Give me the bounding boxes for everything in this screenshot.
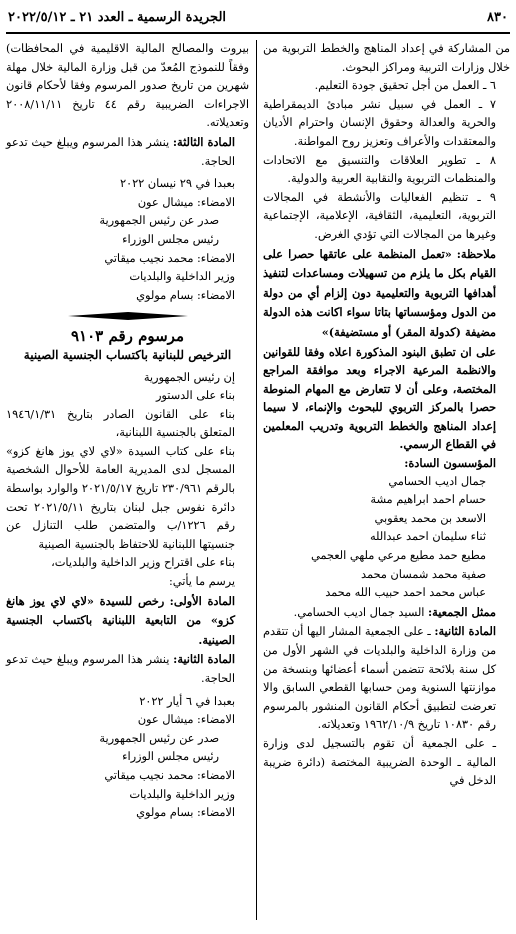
article-label: المادة الأولى:: [169, 593, 235, 608]
founders-label: المؤسسون السادة:: [404, 456, 496, 471]
signature-line: الامضاء: محمد نجيب ميقاتي: [104, 768, 235, 782]
gazette-title: الجريدة الرسمية ـ العدد ٢١ ـ ٢٠٢٢/٥/١٢: [8, 10, 227, 25]
article-label: المادة الثانية:: [173, 652, 235, 667]
title-line: وزير الداخلية والبلديات: [129, 787, 235, 801]
article-label: المادة الثانية:: [434, 624, 496, 639]
article-1: [6, 592, 249, 651]
preamble-line: إن رئيس الجمهورية: [143, 370, 235, 384]
title-line: وزير الداخلية والبلديات: [129, 270, 235, 284]
paragraph: على ان تطبق البنود المذكورة اعلاه وفقا للقوانين والانظمة المرعية الاجراء وبعد موافقة المراجع المختصة، وعلى أن لا تتعارض مع المهام المنوطة حصرا بالمركز التربوي للبحوث والإنماء، لا سيما إعداد المناهج والخطط التربوية وتدريب المعلمين في القطاع الرسمي.: [263, 344, 496, 452]
decrees-line: يرسم ما يأتي:: [169, 575, 235, 589]
issued-by-line: صدر عن رئيس الجمهورية: [99, 731, 219, 745]
column-divider: [256, 40, 257, 920]
article-2: [263, 622, 510, 735]
note-text: «تعمل المنظمة على عاتقها حصرا على القيام بكل ما يلزم من تسهيلات ومساعدات لتنفيذ أهدافها التربوية والتعليمية دون إلزام أي من دولة من الدول ومؤسساتها بتاتا سواء اكانت هذه الدولة مضيفة (كدولة المقر) أو مستضيفة)»: [263, 246, 496, 339]
article-text: ينشر هذا المرسوم ويبلغ حيث تدعو الحاجة.: [6, 135, 235, 168]
paragraph: بيروت والمصالح المالية الاقليمية في المحافظات) وفقاً للنموذج المُعدّ من قبل وزارة المالية خلال مهلة شهرين من تاريخ صدور المرسوم وفقا لأحكام قانون الاجراءات الضريبية رقم ٤٤ تاريخ ٢٠٠٨/١١/١١ وتعديلاته.: [6, 42, 249, 130]
left-column: [6, 40, 249, 823]
founder-item: صفية محمد شمسان محمد: [361, 567, 486, 581]
article-label: المادة الثالثة:: [172, 134, 235, 149]
preamble-line: بناء على كتاب السيدة «لاي لاي يوز هانغ كزو» المسجل لدى المديرية العامة للأحوال الشخصية بالرقم ٢٣٠/٩٦١ تاريخ ٢٠٢١/٥/١٧ والوارد بواسطة دائرة نفوس جبل لبنان بتاريخ ٢٠٢١/٥/١١ تحت رقم ١٢٢٦/ب والمتضمن طلب التنازل عن جنسيتها اللبنانية للاحتفاظ بالجنسية الصينية: [6, 444, 235, 551]
note: [263, 245, 510, 343]
page-header: [6, 6, 510, 34]
signature-line: الامضاء: محمد نجيب ميقاتي: [104, 251, 235, 265]
founder-item: عباس محمد احمد حبيب الله محمد: [325, 586, 486, 600]
article-3: [6, 133, 249, 171]
paragraph: ٦ ـ العمل من أجل تحقيق جودة التعليم.: [314, 79, 496, 93]
page-number: ٨٣٠: [487, 10, 508, 25]
section-divider: [6, 311, 249, 321]
article-text: ينشر هذا المرسوم ويبلغ حيث تدعو الحاجة.: [6, 653, 235, 685]
signature-line: الامضاء: بسام مولوي: [136, 806, 235, 820]
representative: [263, 603, 510, 623]
paragraph: ٩ ـ تنظيم الفعاليات والأنشطة في المجالات التربوية، التعليمية، الثقافية، الإعلامية، الإجتماعية وغيرها من المجالات التي تؤدي الغرض.: [263, 190, 496, 241]
article-2: [6, 650, 249, 688]
paragraph: ٧ ـ العمل في سبيل نشر مبادئ الديمقراطية والحرية والعدالة وحقوق الإنسان واحترام الأديان والمعتقدات والأعراف وتعزيز روح المواطنة.: [263, 97, 496, 148]
article-text: رخص للسيدة «لاي لاي يوز هانغ كزو» من التابعية اللبنانية باكتساب الجنسية الصينية.: [6, 593, 235, 647]
founder-item: الاسعد بن محمد يعقوبي: [374, 511, 486, 525]
title-line: رئيس مجلس الوزراء: [122, 750, 219, 764]
signature-line: الامضاء: بسام مولوي: [136, 288, 235, 302]
note-label: ملاحظة:: [456, 246, 496, 261]
founder-item: جمال اديب الحسامي: [388, 474, 486, 488]
date-line: بعبدا في ٢٩ نيسان ٢٠٢٢: [119, 177, 235, 191]
title-line: رئيس مجلس الوزراء: [122, 232, 219, 246]
founder-item: حسام احمد ابراهيم مشة: [370, 493, 486, 507]
paragraph: من المشاركة في إعداد المناهج والخطط التربوية من خلال وزارات التربية ومراكز البحوث.: [263, 42, 510, 74]
paragraph: ٨ ـ تطوير العلاقات والتنسيق مع الاتحادات والمنظمات التربوية والنقابية العربية والدولية.: [263, 153, 496, 186]
founder-item: ثناء سليمان احمد عبدالله: [369, 530, 486, 544]
paragraph: ـ على الجمعية أن تقوم بالتسجيل لدى وزارة المالية ـ الوحدة الضريبية المختصة (دائرة ضريبة الدخل في: [263, 736, 496, 788]
representative-label: ممثل الجمعية:: [428, 604, 496, 619]
date-line: بعبدا في ٦ أيار ٢٠٢٢: [139, 694, 235, 708]
issued-by-line: صدر عن رئيس الجمهورية: [99, 214, 219, 228]
signature-line: الامضاء: ميشال عون: [137, 713, 235, 727]
founder-item: مطيع حمد مطيع مرعي ملهي العجمي: [310, 549, 486, 563]
decree-title: الترخيص للبنانية باكتساب الجنسية الصينية: [23, 347, 232, 362]
divider-ornament-icon: [68, 311, 188, 321]
decree-number: مرسوم رقم ٩١٠٣: [71, 327, 184, 346]
preamble-line: بناء على الدستور: [155, 389, 235, 403]
right-column: [263, 40, 510, 791]
preamble-line: بناء على اقتراح وزير الداخلية والبلديات،: [51, 556, 235, 570]
representative-name: السيد جمال اديب الحسامي.: [293, 605, 425, 619]
article-text: ـ على الجمعية المشار اليها أن تتقدم من وزارة الداخلية والبلديات في الشهر الأول من كل سنة بلائحة تتضمن أسماء أعضائها وبنسخة من موازنتها السنوية ومن حسابها القطعي السابق والا تعرضت لتطبيق أحكام القانون المنشور بالمرسوم رقم ١٠٨٣٠ تاريخ ١٩٦٢/١٠/٩ وتعديلاته.: [263, 625, 496, 732]
signature-line: الامضاء: ميشال عون: [137, 195, 235, 209]
preamble-line: بناء على القانون الصادر بتاريخ ١٩٤٦/١/٣١ المتعلق بالجنسية اللبنانية،: [6, 407, 235, 440]
